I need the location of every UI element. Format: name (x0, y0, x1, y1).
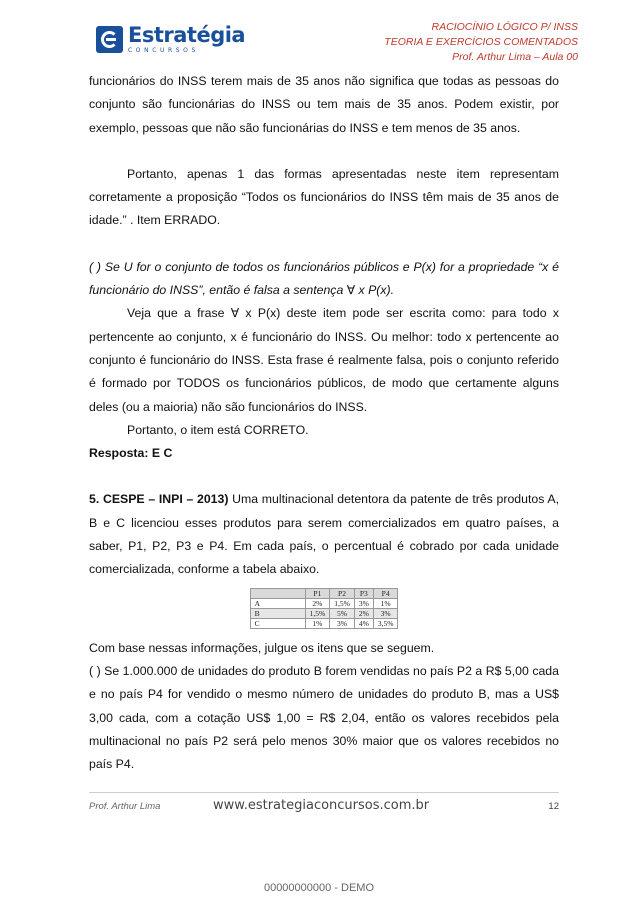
page-number: 12 (548, 801, 559, 812)
table-row (250, 598, 398, 608)
footer-website-link[interactable]: www.estrategiaconcursos.com.br (213, 798, 430, 813)
question-item-2: ( ) Se 1.000.000 de unidades do produto B forem vendidas no país P2 a R$ 5,00 cada e no país P4 for vendido o mesmo número de unidades do produto B, mas a US$ 3,00 cada, com a cotação US$ 1,00 = R$ 2,04, então os valores recebidos pela multinacional no país P2 será pelo menos 30% maior que os valores recebidos no país P4. (89, 663, 559, 772)
table-header-row (250, 588, 398, 598)
table-header: P1 (305, 588, 330, 598)
table-cell: B (250, 608, 305, 618)
header-line-1: RACIOCÍNIO LÓGICO P/ INSS (431, 21, 578, 33)
table-cell: A (250, 598, 305, 608)
table-row (250, 618, 398, 628)
logo-name: Estratégia (128, 22, 246, 47)
table-cell: 3,5% (373, 618, 398, 628)
table-cell: 2% (305, 598, 330, 608)
table-row (250, 608, 398, 618)
page-content (89, 70, 559, 776)
question-5 (89, 488, 559, 581)
table-cell: 1% (373, 598, 398, 608)
table-cell: 1,5% (330, 598, 355, 608)
paragraph-1: funcionários do INSS terem mais de 35 anos não significa que todas as pessoas do conjunto são funcionárias do INSS ou tem mais de 35 anos. Podem existir, por exemplo, pessoas que não são funcionárias do INSS e tem menos de 35 anos. (89, 74, 559, 135)
question-label: 5. CESPE – INPI – 2013) (89, 492, 229, 507)
answer-line: Resposta: E C (89, 446, 173, 461)
table-header: P2 (330, 588, 355, 598)
paragraph-conclusion: Portanto, o item está CORRETO. (127, 422, 309, 437)
table-cell: 1,5% (305, 608, 330, 618)
header-line-3: Prof. Arthur Lima – Aula 00 (452, 51, 578, 63)
header-line-2: TEORIA E EXERCÍCIOS COMENTADOS (384, 36, 578, 48)
table-header (250, 588, 305, 598)
table-cell: C (250, 618, 305, 628)
question-text: Uma multinacional detentora da patente de três produtos A, B e C licenciou esses produtos para serem comercializados em quatro países, a saber, P1, P2, P3 e P4. Em cada país, o percentual é cobrado por cada unidade comercializada, conforme a tabela abaixo. (89, 492, 559, 577)
footer-author: Prof. Arthur Lima (89, 801, 161, 812)
question-item: ( ) Se U for o conjunto de todos os funcionários públicos e P(x) for a propriedade “x é funcionário do INSS”, então é falsa a sentença ∀ x P(x). (89, 259, 559, 298)
table-cell: 3% (354, 598, 373, 608)
table-cell: 1% (305, 618, 330, 628)
demo-watermark: 00000000000 - DEMO (263, 882, 375, 894)
logo-subtitle: CONCURSOS (128, 46, 199, 54)
table-header: P4 (373, 588, 398, 598)
royalty-table (250, 588, 399, 629)
footer-divider (89, 792, 559, 793)
paragraph-explanation: Veja que a frase ∀ x P(x) deste item pode ser escrita como: para todo x pertencente ao conjunto, x é funcionário do INSS. Ou melhor: todo x pertencente ao conjunto é funcionário do INSS. Esta frase é realmente falsa, pois o conjunto referido é formado por TODOS os funcionários públicos, de modo que certamente alguns deles (ou a maioria) não são funcionários do INSS. (89, 306, 559, 414)
header-course-info (384, 20, 578, 65)
table-cell: 3% (373, 608, 398, 618)
table-container (89, 588, 559, 629)
page-footer (89, 798, 559, 816)
paragraph-instructions: Com base nessas informações, julgue os itens que se seguem. (89, 640, 435, 655)
paragraph-2: Portanto, apenas 1 das formas apresentadas neste item representam corretamente a proposição “Todos os funcionários do INSS têm mais de 35 anos de idade.” . Item ERRADO. (89, 166, 559, 228)
table-cell: 4% (354, 618, 373, 628)
table-header: P3 (354, 588, 373, 598)
logo-icon (96, 26, 123, 53)
table-cell: 2% (354, 608, 373, 618)
table-cell: 3% (330, 618, 355, 628)
estrategia-logo (96, 22, 245, 56)
table-cell: 5% (330, 608, 355, 618)
